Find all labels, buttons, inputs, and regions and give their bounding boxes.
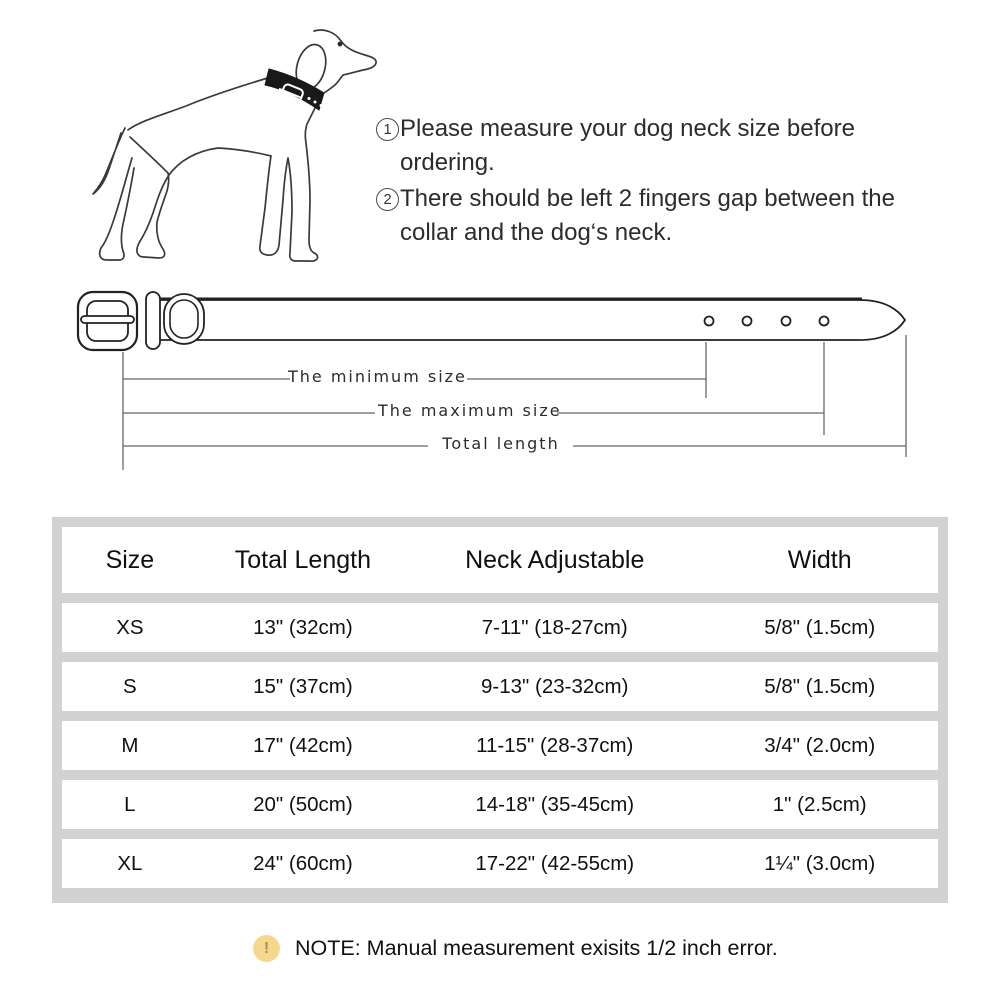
total-length-label: Total length: [442, 434, 560, 453]
collar-strap: [150, 300, 905, 340]
dog-back: [128, 77, 271, 130]
instruction-item-1: [376, 112, 951, 180]
cell-total-length: 24" (60cm): [253, 851, 353, 875]
table-row: [62, 662, 938, 711]
size-table-header: [62, 527, 938, 593]
table-row: [62, 603, 938, 652]
size-table: [52, 517, 948, 903]
cell-size: S: [123, 674, 137, 698]
cell-size: M: [121, 733, 139, 757]
collar-keeper-loop: [146, 292, 160, 349]
header-size: Size: [105, 545, 155, 574]
dog-tail: [93, 128, 125, 194]
collar-holes: [705, 317, 829, 326]
cell-size: XL: [117, 851, 143, 875]
instruction-1-text: Please measure your dog neck size before ordering.: [400, 115, 855, 176]
cell-total-length: 13" (32cm): [253, 615, 353, 639]
dog-body-outline: [130, 30, 376, 261]
cell-neck-adjustable: 17-22" (42-55cm): [475, 851, 635, 875]
collar-d-loop: [164, 294, 204, 344]
cell-total-length: 17" (42cm): [253, 733, 353, 757]
dog-eye: [338, 42, 343, 47]
header-neck-adjustable: Neck Adjustable: [465, 545, 645, 574]
exclamation-icon: !: [253, 935, 280, 962]
cell-neck-adjustable: 11-15" (28-37cm): [476, 733, 634, 757]
cell-width: 1¼" (3.0cm): [764, 851, 876, 875]
table-row: [62, 780, 938, 829]
instructions: [376, 112, 951, 252]
instruction-2-line-1: There should be left 2 fingers gap between the: [400, 185, 895, 212]
cell-neck-adjustable: 9-13" (23-32cm): [481, 674, 629, 698]
cell-neck-adjustable: 7-11" (18-27cm): [481, 615, 628, 639]
cell-size: XS: [116, 615, 144, 639]
collar-buckle: [78, 292, 137, 350]
cell-total-length: 15" (37cm): [253, 674, 353, 698]
minimum-size-label: The minimum size: [288, 367, 467, 386]
buckle-prong: [81, 316, 134, 323]
dog-far-hind-leg: [100, 158, 134, 260]
cell-width: 3/4" (2.0cm): [764, 733, 876, 757]
cell-neck-adjustable: 14-18" (35-45cm): [475, 792, 635, 816]
cell-width: 1" (2.5cm): [772, 792, 867, 816]
cell-total-length: 20" (50cm): [253, 792, 353, 816]
cell-width: 5/8" (1.5cm): [764, 615, 876, 639]
maximum-size-label: The maximum size: [378, 401, 562, 420]
instruction-2-line-2: collar and the dog‘s neck.: [400, 219, 673, 246]
circled-number-1-icon: 1: [376, 118, 399, 141]
cell-size: L: [124, 792, 136, 816]
note-text: NOTE: Manual measurement exisits 1/2 inch error.: [295, 936, 778, 960]
note: [253, 935, 778, 962]
instruction-item-2: [376, 182, 951, 250]
circled-number-2-icon: 2: [376, 188, 399, 211]
cell-width: 5/8" (1.5cm): [764, 674, 876, 698]
instruction-2-text: [400, 182, 895, 250]
table-row: [62, 839, 938, 888]
dog-illustration: [78, 16, 400, 278]
header-width: Width: [787, 545, 852, 574]
table-row: [62, 721, 938, 770]
header-total-length: Total Length: [234, 545, 371, 574]
